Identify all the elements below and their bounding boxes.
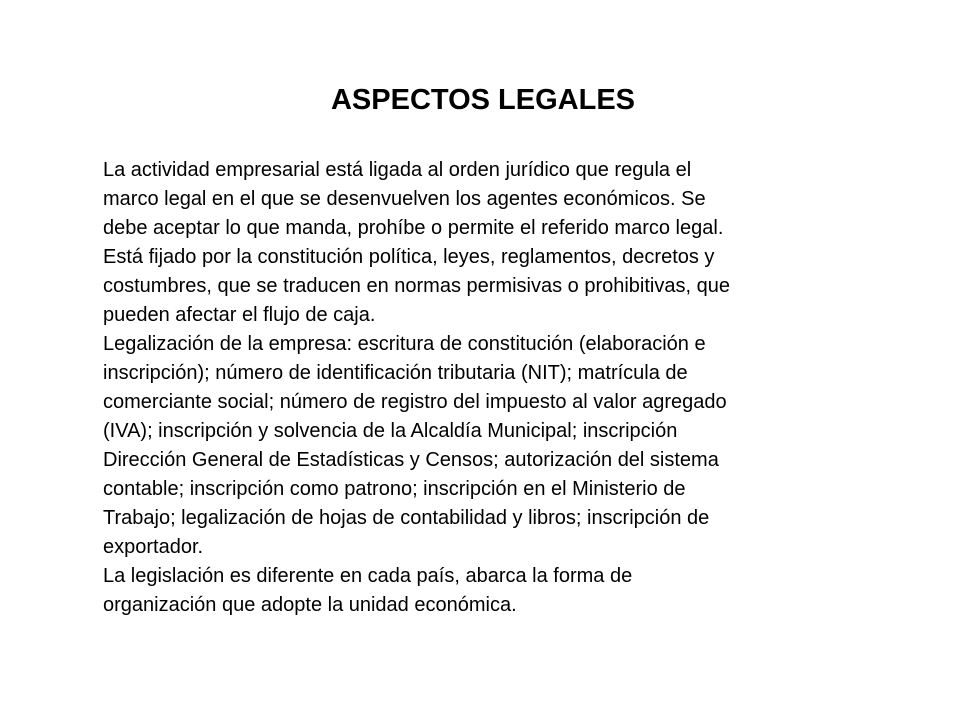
text-line: marco legal en el que se desenvuelven los agentes económicos. Se: [103, 188, 706, 210]
text-line: (IVA); inscripción y solvencia de la Alcaldía Municipal; inscripción: [103, 420, 678, 442]
text-line: Está fijado por la constitución política, leyes, reglamentos, decretos y: [103, 246, 715, 268]
slide-title: ASPECTOS LEGALES: [330, 84, 636, 116]
text-line: contable; inscripción como patrono; inscripción en el Ministerio de: [103, 478, 686, 500]
paragraph-intro: [103, 156, 863, 330]
text-line: pueden afectar el flujo de caja.: [103, 304, 376, 326]
text-line: La actividad empresarial está ligada al orden jurídico que regula el: [103, 159, 692, 181]
text-line: Trabajo; legalización de hojas de contabilidad y libros; inscripción de: [103, 507, 710, 529]
paragraph-legislation: [103, 562, 863, 620]
text-line: Legalización de la empresa: escritura de constitución (elaboración e: [103, 333, 706, 355]
text-line: inscripción); número de identificación tributaria (NIT); matrícula de: [103, 362, 688, 384]
text-line: debe aceptar lo que manda, prohíbe o permite el referido marco legal.: [103, 217, 724, 239]
slide-body: [103, 156, 863, 620]
paragraph-legalization: [103, 330, 863, 562]
text-line: comerciante social; número de registro del impuesto al valor agregado: [103, 391, 727, 413]
text-line: exportador.: [103, 536, 204, 558]
text-line: costumbres, que se traducen en normas permisivas o prohibitivas, que: [103, 275, 730, 297]
text-line: Dirección General de Estadísticas y Censos; autorización del sistema: [103, 449, 719, 471]
text-line: La legislación es diferente en cada país, abarca la forma de: [103, 565, 633, 587]
text-line: organización que adopte la unidad económica.: [103, 594, 517, 616]
